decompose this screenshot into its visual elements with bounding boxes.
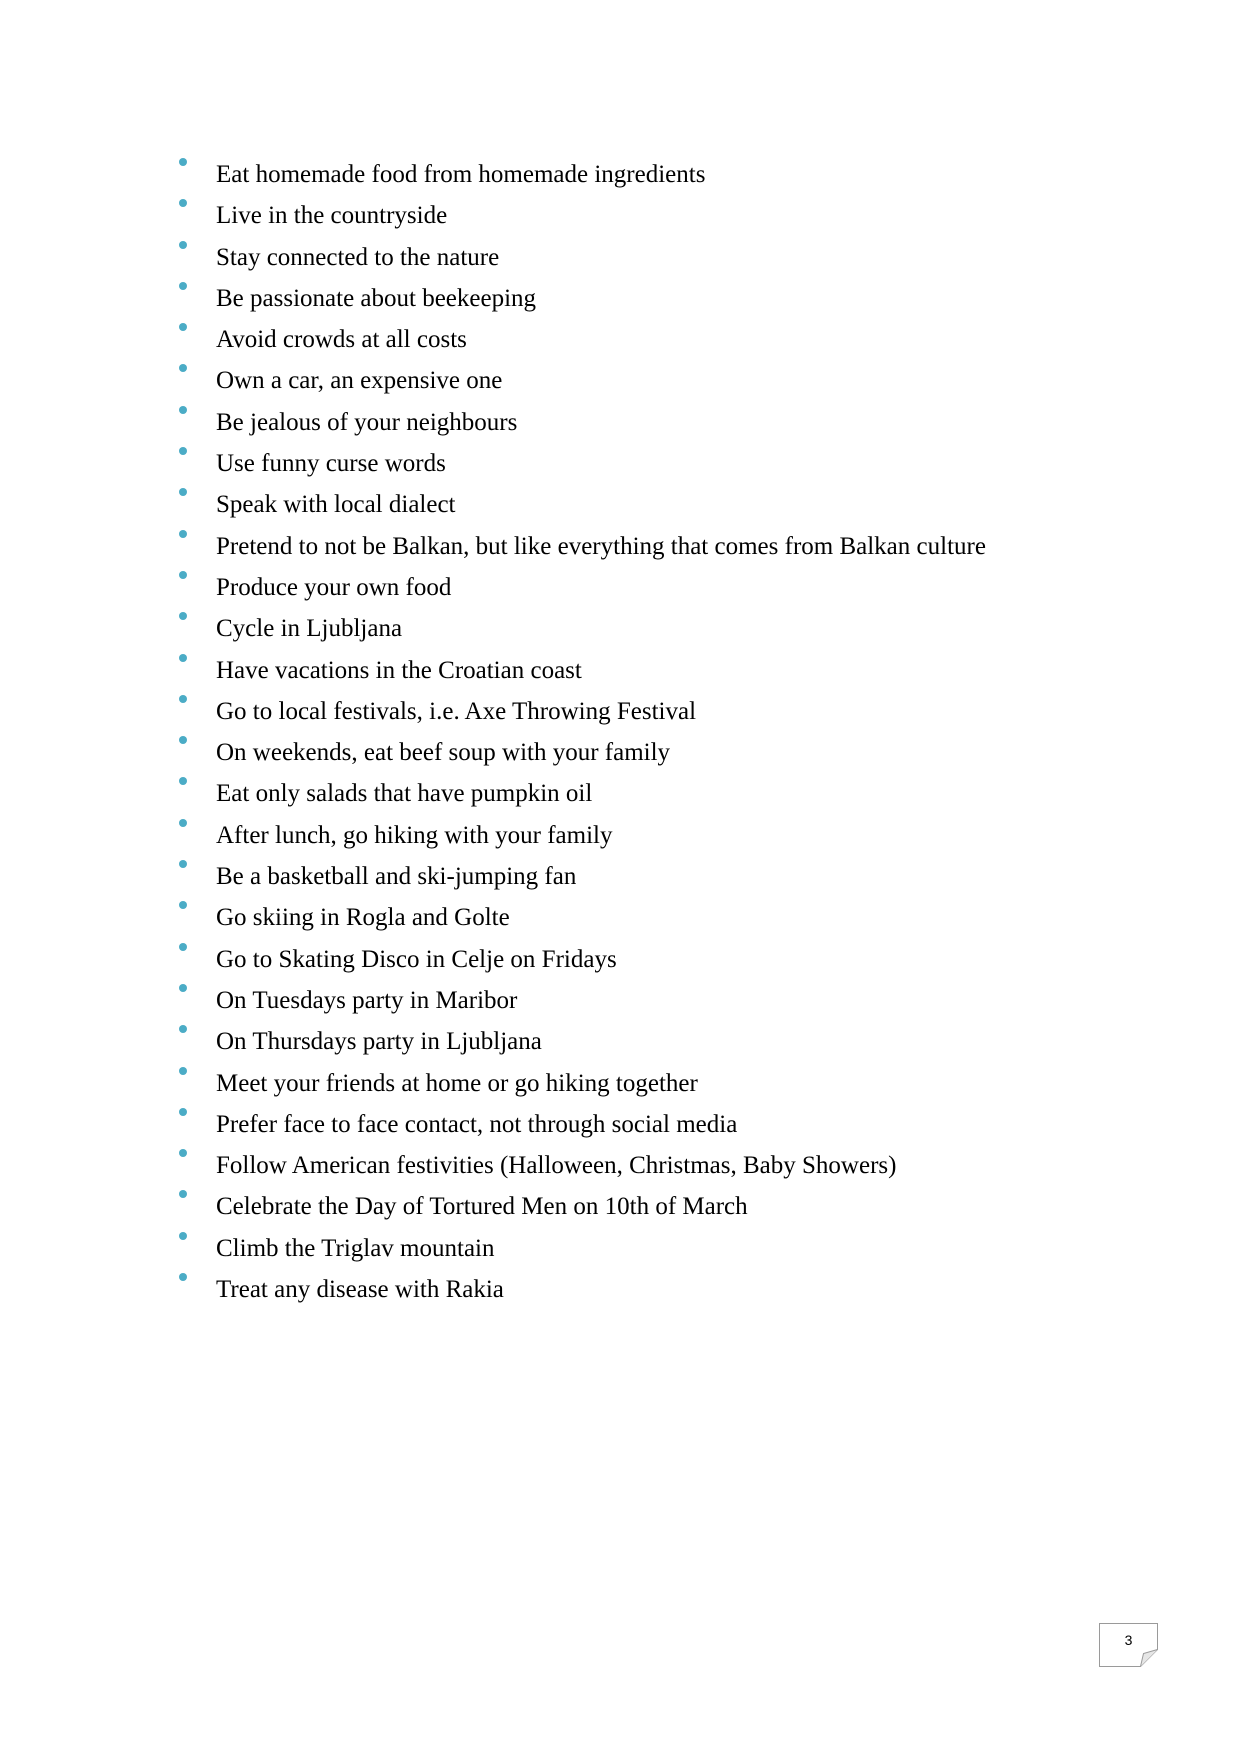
list-item-text: Be jealous of your neighbours (216, 408, 518, 436)
bullet-dot-icon (179, 777, 187, 785)
list-item-text: Follow American festivities (Halloween, Christmas, Baby Showers) (216, 1152, 897, 1180)
list-item-text: Have vacations in the Croatian coast (216, 656, 582, 684)
list-item-text: Use funny curse words (216, 450, 446, 478)
bullet-dot-icon (179, 860, 187, 868)
bullet-dot-icon (179, 323, 187, 331)
list-item-text: Go to local festivals, i.e. Axe Throwing Festival (216, 697, 697, 725)
bullet-dot-icon (179, 1149, 187, 1157)
list-item-text: Eat only salads that have pumpkin oil (216, 780, 593, 808)
list-item-text: Speak with local dialect (216, 491, 456, 519)
bullet-dot-icon (179, 695, 187, 703)
bullet-dot-icon (179, 1108, 187, 1116)
list-item-text: Avoid crowds at all costs (216, 326, 467, 354)
page-number-box (1099, 1623, 1158, 1667)
bullet-dot-icon (179, 199, 187, 207)
list-item-text: Live in the countryside (216, 202, 448, 230)
bullet-dot-icon (179, 1025, 187, 1033)
bullet-dot-icon (179, 282, 187, 290)
list-item-text: Climb the Triglav mountain (216, 1234, 495, 1262)
bullet-dot-icon (179, 1232, 187, 1240)
list-item-text: Prefer face to face contact, not through social media (216, 1110, 738, 1138)
page-number: 3 (1124, 1632, 1133, 1648)
list-item-text: Be a basketball and ski-jumping fan (216, 863, 577, 891)
bullet-dot-icon (179, 406, 187, 414)
bullet-dot-icon (179, 943, 187, 951)
list-item-text: On Tuesdays party in Maribor (216, 986, 518, 1014)
bullet-dot-icon (179, 530, 187, 538)
bullet-dot-icon (179, 447, 187, 455)
bullet-dot-icon (179, 819, 187, 827)
bullet-dot-icon (179, 488, 187, 496)
list-item-text: Cycle in Ljubljana (216, 615, 403, 643)
list-item-text: Treat any disease with Rakia (216, 1276, 504, 1304)
list-item-text: On weekends, eat beef soup with your family (216, 739, 671, 767)
bullet-dot-icon (179, 984, 187, 992)
bullet-dot-icon (179, 654, 187, 662)
bullet-dot-icon (179, 612, 187, 620)
list-item-text: Meet your friends at home or go hiking together (216, 1069, 698, 1097)
list-item-text: Eat homemade food from homemade ingredients (216, 161, 706, 188)
bullet-dot-icon (179, 158, 187, 166)
bullet-dot-icon (179, 1067, 187, 1075)
list-item-text: After lunch, go hiking with your family (216, 821, 613, 849)
bullet-dot-icon (179, 901, 187, 909)
list-item-text: Go to Skating Disco in Celje on Fridays (216, 945, 617, 973)
list-item-text: Produce your own food (216, 573, 452, 601)
bullet-dot-icon (179, 1273, 187, 1281)
list-item-text: Own a car, an expensive one (216, 367, 503, 395)
bullet-dot-icon (179, 241, 187, 249)
list-item-text: Celebrate the Day of Tortured Men on 10th of March (216, 1193, 748, 1221)
bullet-dot-icon (179, 364, 187, 372)
bullet-dot-icon (179, 736, 187, 744)
list-item-text: On Thursdays party in Ljubljana (216, 1028, 542, 1056)
list-item-text: Be passionate about beekeeping (216, 284, 537, 312)
list-item-text: Go skiing in Rogla and Golte (216, 904, 510, 932)
list-item-text: Pretend to not be Balkan, but like everything that comes from Balkan culture (216, 532, 986, 560)
bullet-dot-icon (179, 571, 187, 579)
bullet-dot-icon (179, 1190, 187, 1198)
list-item-text: Stay connected to the nature (216, 243, 500, 271)
